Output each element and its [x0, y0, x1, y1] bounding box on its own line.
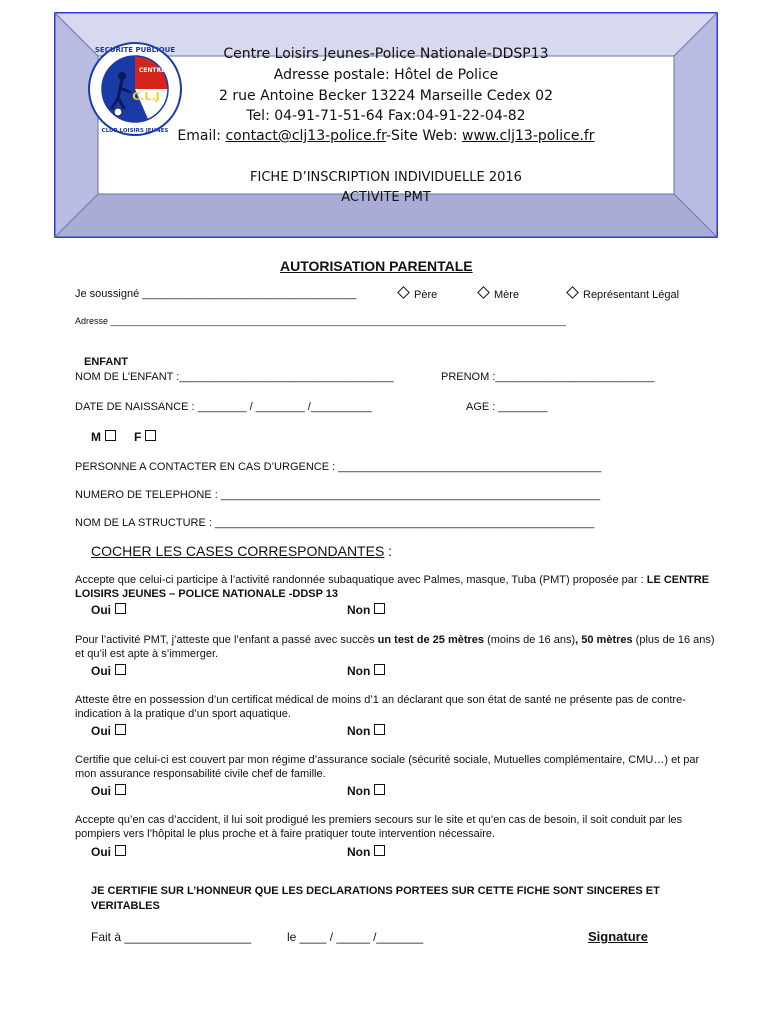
item2-part-b: un test de 25 mètres: [377, 634, 485, 646]
checkbox-icon[interactable]: [374, 845, 385, 856]
telephone-field[interactable]: NUMERO DE TELEPHONE : ______________________________________________________________: [75, 489, 601, 501]
activity-title: ACTIVITE PMT: [341, 190, 431, 205]
mere-label: Mère: [494, 289, 520, 301]
checkbox-icon[interactable]: [115, 845, 126, 856]
diamond-icon: [566, 286, 579, 299]
website-link[interactable]: www.clj13-police.fr: [462, 128, 595, 144]
item4-text: Certifie que celui-ci est couvert par mon régime d’assurance sociale (sécurité sociale, Mutuelles complémentaire, CMU…) et par mon assurance responsabilité civile chef de famille.: [75, 754, 700, 780]
fait-a-field[interactable]: Fait à ___________________: [91, 930, 252, 944]
item2-part-e: (plus de 16 ans) et qu’il est apte à s’immerger.: [75, 634, 715, 660]
logo-ring-text: SECURITE PUBLIQUE: [94, 46, 176, 54]
header-line3: 2 rue Antoine Becker 13224 Marseille Cedex 02: [219, 88, 553, 104]
pere-label: Père: [414, 289, 438, 301]
item1-body: Accepte que celui-ci participe à l’activité randonnée subaquatique avec Palmes, masque, Tuba (PMT) proposée par :: [75, 574, 647, 586]
soussigne-field[interactable]: Je soussigné ___________________________________: [75, 288, 357, 300]
date-signature-field[interactable]: le ____ / _____ /_______: [287, 930, 424, 944]
prenom-field[interactable]: PRENOM :__________________________: [441, 371, 655, 383]
checkbox-icon[interactable]: [374, 784, 385, 795]
checkbox-icon[interactable]: [115, 603, 126, 614]
header-line2: Adresse postale: Hôtel de Police: [273, 67, 499, 83]
sexe-f-option[interactable]: [134, 430, 156, 444]
item2-part-a: Pour l’activité PMT, j’atteste que l’enfant a passé avec succès: [75, 634, 378, 646]
non-label: Non: [347, 784, 371, 798]
item1-text: [75, 573, 715, 601]
site-label: -Site Web:: [385, 128, 463, 144]
sexe-m-option[interactable]: [91, 430, 116, 444]
oui-label: Oui: [91, 845, 111, 859]
checkbox-icon[interactable]: [374, 603, 385, 614]
logo-center-text: C.L.J: [132, 90, 160, 103]
checkbox-icon[interactable]: [145, 430, 156, 441]
item5-text: Accepte qu’en cas d’accident, il lui soit prodigué les premiers secours sur le site et qu’en cas de besoin, il soit conduit par les pompiers vers l’hôpital le plus proche et à faire pratiquer toute intervention nécessaire.: [75, 814, 683, 840]
item4-non[interactable]: [347, 784, 385, 798]
f-label: F: [134, 430, 142, 444]
checkbox-icon[interactable]: [115, 724, 126, 735]
age-field[interactable]: AGE : ________: [466, 401, 548, 413]
item4-oui[interactable]: [91, 784, 126, 798]
item2-non[interactable]: [347, 664, 385, 678]
item3-text: Atteste être en possession d’un certificat médical de moins d’1 an déclarant que son état de santé ne présente pas de contre-indication à la pratique d’un sport aquatique.: [75, 694, 686, 720]
personne-contact-field[interactable]: PERSONNE A CONTACTER EN CAS D’URGENCE : ___________________________________________: [75, 461, 602, 473]
pere-option[interactable]: [399, 288, 437, 301]
oui-label: Oui: [91, 784, 111, 798]
enfant-title: ENFANT: [84, 356, 128, 368]
structure-field[interactable]: NOM DE LA STRUCTURE : ______________________________________________________________: [75, 517, 595, 529]
item1-oui[interactable]: [91, 603, 126, 617]
item2-part-d: , 50 mètres: [575, 634, 633, 646]
item1-bold: LE CENTRE LOISIRS JEUNES – POLICE NATIONALE -DDSP 13: [75, 574, 710, 600]
checkbox-icon[interactable]: [115, 664, 126, 675]
email-label: Email:: [177, 128, 226, 144]
item1-non[interactable]: [347, 603, 385, 617]
checkbox-icon[interactable]: [374, 664, 385, 675]
header-contact-line: [148, 128, 624, 144]
oui-label: Oui: [91, 724, 111, 738]
date-naissance-field[interactable]: DATE DE NAISSANCE : ________ / ________ /__________: [75, 401, 372, 413]
checkbox-icon[interactable]: [115, 784, 126, 795]
oui-label: Oui: [91, 664, 111, 678]
logo-small-text: CENTRE: [138, 67, 166, 74]
cocher-heading: [91, 543, 392, 559]
checkbox-icon[interactable]: [374, 724, 385, 735]
certification-text: JE CERTIFIE SUR L’HONNEUR QUE LES DECLARATIONS PORTEES SUR CETTE FICHE SONT SINCERES ET VERITABLES: [91, 885, 660, 912]
oui-label: Oui: [91, 603, 111, 617]
representant-label: Représentant Légal: [583, 289, 680, 301]
non-label: Non: [347, 664, 371, 678]
representant-option[interactable]: [568, 288, 679, 301]
item2-part-c: (moins de 16 ans): [484, 634, 576, 646]
non-label: Non: [347, 845, 371, 859]
m-label: M: [91, 430, 101, 444]
item3-non[interactable]: [347, 724, 385, 738]
non-label: Non: [347, 724, 371, 738]
cocher-colon: :: [384, 543, 393, 559]
nom-enfant-field[interactable]: NOM DE L’ENFANT :___________________________________: [75, 371, 394, 383]
email-link[interactable]: contact@clj13-police.fr: [225, 128, 386, 144]
item3-oui[interactable]: [91, 724, 126, 738]
logo-bottom-text: CLUB LOISIRS JEUNES: [101, 128, 169, 134]
item2-oui[interactable]: [91, 664, 126, 678]
item5-oui[interactable]: [91, 845, 126, 859]
checkbox-icon[interactable]: [105, 430, 116, 441]
mere-option[interactable]: [479, 288, 519, 301]
diamond-icon: [477, 286, 490, 299]
section-title: AUTORISATION PARENTALE: [280, 258, 473, 274]
cocher-title: COCHER LES CASES CORRESPONDANTES: [91, 543, 385, 559]
header-line4: Tel: 04-91-71-51-64 Fax:04-91-22-04-82: [246, 108, 526, 124]
adresse-field[interactable]: Adresse ___________________________________________________________________________________________: [75, 316, 567, 326]
diamond-icon: [397, 286, 410, 299]
non-label: Non: [347, 603, 371, 617]
header-line1: Centre Loisirs Jeunes-Police Nationale-DDSP13: [223, 46, 549, 62]
item5-non[interactable]: [347, 845, 385, 859]
item2-text: [75, 633, 715, 661]
signature-label: Signature: [588, 929, 648, 944]
form-title: FICHE D’INSCRIPTION INDIVIDUELLE 2016: [250, 170, 522, 185]
